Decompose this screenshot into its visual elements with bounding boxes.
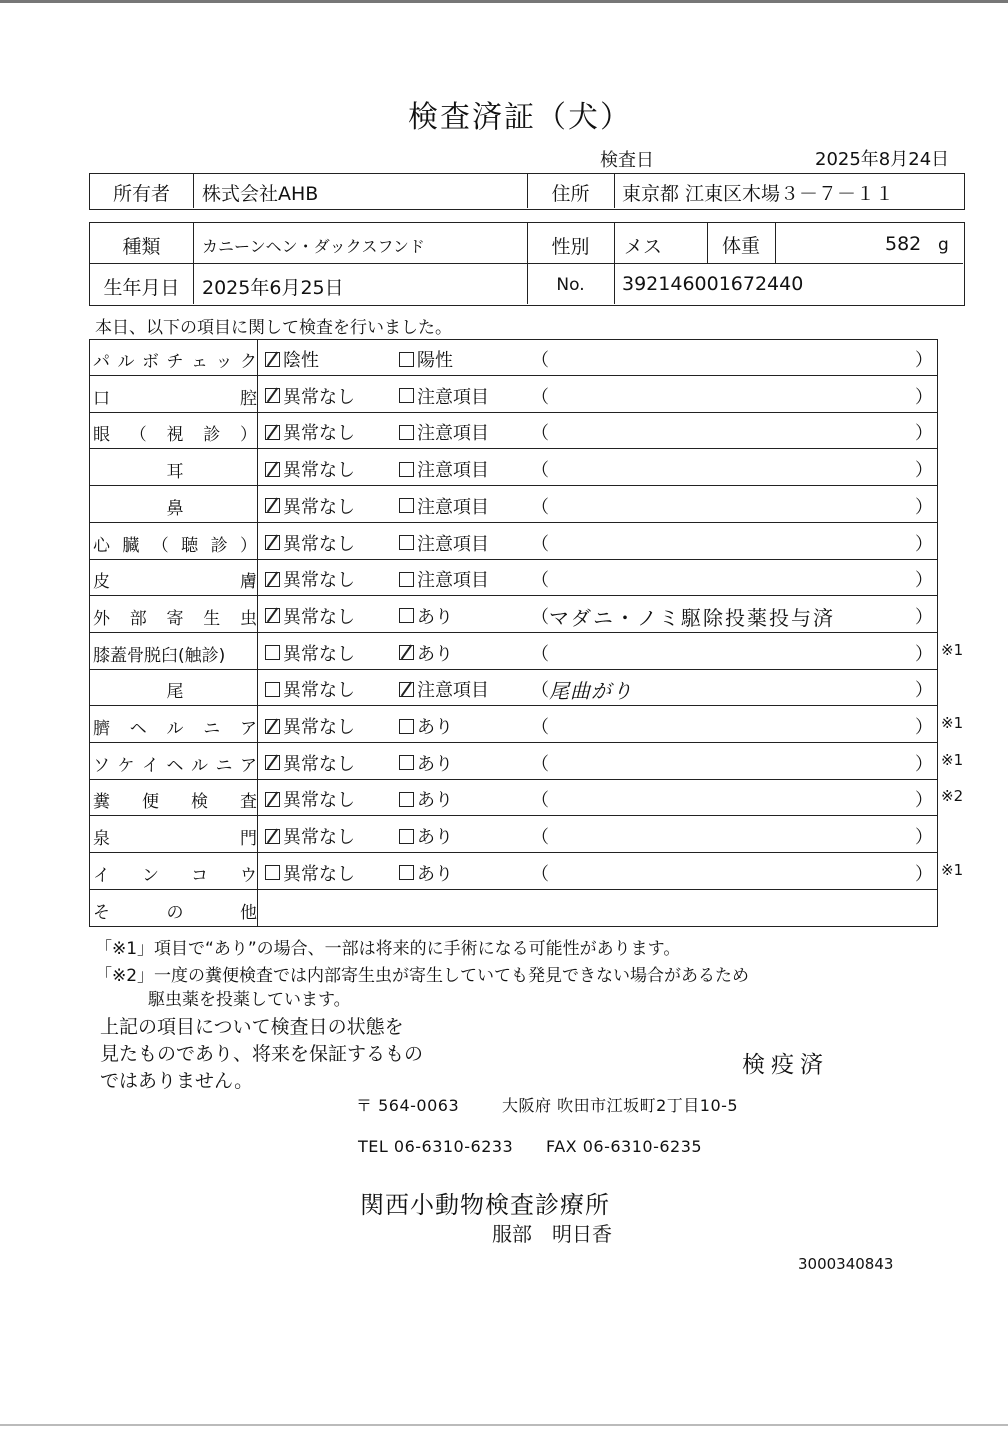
check-option[interactable] <box>399 530 489 556</box>
check-option[interactable] <box>265 530 355 556</box>
label-char: 腔 <box>240 388 257 409</box>
check-option-label: 異常なし <box>283 423 355 445</box>
checkbox-icon[interactable] <box>399 462 414 477</box>
check-option[interactable] <box>399 860 453 886</box>
label-text: 鼻 <box>166 498 184 519</box>
checklist-row <box>89 669 938 706</box>
label-char: ル <box>166 719 184 739</box>
checked-box-icon[interactable] <box>265 498 280 513</box>
footnote-reference-mark: ※1 <box>941 714 964 732</box>
pet-info-table <box>89 222 965 306</box>
checklist-row <box>89 449 938 486</box>
checkbox-icon[interactable] <box>265 682 280 697</box>
owner-label: 所有者 <box>112 183 170 205</box>
label-char: 聴 <box>181 535 199 556</box>
note-close-paren: ） <box>915 570 933 592</box>
check-option[interactable] <box>265 676 355 702</box>
label-char: ア <box>240 755 257 776</box>
check-option[interactable] <box>399 493 489 519</box>
check-option-label: 注意項目 <box>417 460 489 482</box>
label-char: ア <box>240 719 257 739</box>
check-item-label <box>93 714 257 739</box>
check-option-label: 注意項目 <box>417 570 489 592</box>
note-open-paren: （ <box>531 423 549 445</box>
note-close-paren: ） <box>915 496 933 518</box>
checked-box-icon[interactable] <box>265 388 280 403</box>
note-open-paren: （ <box>531 570 549 592</box>
checked-box-icon[interactable] <box>265 572 280 587</box>
lab-name: 関西小動物検査診療所 <box>360 1191 610 1219</box>
note-open-paren: （ <box>531 606 549 628</box>
check-option[interactable] <box>399 346 453 372</box>
check-note: マダニ・ノミ駆除投薬投与済 <box>549 605 835 630</box>
note-close-paren: ） <box>915 460 933 482</box>
check-item-label <box>93 861 257 886</box>
checklist-row <box>89 339 938 376</box>
footnote-1: 「※1」項目で“あり”の場合、一部は将来的に手術になる可能性があります。 <box>95 939 681 959</box>
check-option-label: 異常なし <box>283 790 355 812</box>
label-char: 査 <box>240 792 257 813</box>
label-char: 泉 <box>93 829 110 850</box>
label-char: 視 <box>166 425 184 446</box>
inspection-date-label: 検査日 <box>600 150 654 171</box>
lab-phone: TEL 06-6310-6233 <box>358 1137 514 1156</box>
check-option-label: あり <box>417 606 453 628</box>
check-option[interactable] <box>265 860 355 886</box>
label-char: ク <box>240 352 257 372</box>
check-option-label: 異常なし <box>283 606 355 628</box>
label-char: ボ <box>142 352 159 372</box>
checkbox-icon[interactable] <box>399 719 414 734</box>
check-item-label <box>93 677 257 702</box>
note-close-paren: ） <box>915 423 933 445</box>
label-char: （ <box>129 425 147 446</box>
note-close-paren: ） <box>915 863 933 885</box>
checked-box-icon[interactable] <box>265 755 280 770</box>
weight-label: 体重 <box>721 235 760 257</box>
label-char: ッ <box>215 352 233 372</box>
label-char: コ <box>191 865 208 886</box>
disclaimer-line-1: 上記の項目について検査日の状態を <box>100 1016 404 1038</box>
label-char: イ <box>93 865 110 886</box>
check-option-label: 異常なし <box>283 827 355 849</box>
owner-value: 株式会社AHB <box>202 183 319 205</box>
document-title: 検査済証（犬） <box>408 100 632 135</box>
label-char: 診 <box>210 535 228 556</box>
label-text: 尾 <box>166 682 184 703</box>
check-item-label <box>93 751 257 776</box>
label-char: パ <box>93 352 110 372</box>
checked-box-icon[interactable] <box>265 792 280 807</box>
check-option[interactable] <box>399 456 489 482</box>
label-char: ル <box>191 755 208 776</box>
checklist-row <box>89 890 938 927</box>
lab-fax: FAX 06-6310-6235 <box>546 1137 703 1156</box>
note-open-paren: （ <box>531 863 549 885</box>
inspector-name: 服部 明日香 <box>492 1222 612 1246</box>
check-option[interactable] <box>265 419 355 445</box>
check-option-label: あり <box>417 827 453 849</box>
check-note: 尾曲がり <box>549 679 633 704</box>
note-open-paren: （ <box>531 350 549 371</box>
label-char: 虫 <box>240 608 257 629</box>
check-item-label <box>93 347 257 372</box>
checklist-table <box>89 339 964 927</box>
label-char: ェ <box>191 352 208 372</box>
check-option-label: あり <box>417 717 453 738</box>
check-option-label: 陽性 <box>417 350 453 371</box>
check-item-label <box>93 531 257 556</box>
owner-address-table <box>89 173 965 210</box>
check-option[interactable] <box>399 786 453 812</box>
label-char: 口 <box>93 388 110 409</box>
check-option-label: 異常なし <box>283 570 355 592</box>
check-option[interactable] <box>399 713 453 739</box>
sex-value: メス <box>624 236 663 258</box>
label-char: ソ <box>93 755 110 776</box>
check-option-label: 注意項目 <box>417 496 489 518</box>
checklist-row <box>89 779 964 816</box>
checked-box-icon[interactable] <box>265 462 280 477</box>
label-char: （ <box>151 535 169 556</box>
checklist-row <box>89 486 938 523</box>
check-option[interactable] <box>399 383 489 409</box>
bottom-edge-line <box>0 1424 1008 1426</box>
weight-value: 582 <box>885 233 922 255</box>
check-option[interactable] <box>399 676 489 702</box>
checked-box-icon[interactable] <box>265 719 280 734</box>
inspection-date-value: 2025年8月24日 <box>815 149 950 170</box>
note-close-paren: ） <box>915 350 933 371</box>
label-char: 他 <box>240 902 257 923</box>
checklist-row <box>89 633 964 670</box>
note-open-paren: （ <box>531 460 549 482</box>
check-option-label: 異常なし <box>283 460 355 482</box>
check-option[interactable] <box>265 566 355 592</box>
checklist-row <box>89 376 938 413</box>
checkbox-icon[interactable] <box>399 352 414 367</box>
label-text: 膝蓋骨脱臼(触診) <box>93 645 226 666</box>
label-char: ヘ <box>129 719 147 739</box>
check-item-label <box>93 494 257 519</box>
label-char: 検 <box>191 792 208 813</box>
checked-box-icon[interactable] <box>399 645 414 660</box>
checkbox-icon[interactable] <box>399 498 414 513</box>
disclaimer-line-2: 見たものであり、将来を保証するもの <box>100 1043 424 1065</box>
label-char: 生 <box>203 608 221 629</box>
check-option[interactable] <box>265 750 355 776</box>
label-char: 眼 <box>93 425 110 446</box>
checkbox-icon[interactable] <box>399 755 414 770</box>
note-open-paren: （ <box>531 680 549 702</box>
label-char: ） <box>239 535 257 556</box>
breed-label: 種類 <box>122 236 161 258</box>
note-close-paren: ） <box>915 753 933 775</box>
sex-label: 性別 <box>551 236 590 258</box>
disclaimer-line-3: ではありません。 <box>100 1070 254 1092</box>
note-close-paren: ） <box>915 827 933 849</box>
checked-box-icon[interactable] <box>265 352 280 367</box>
note-open-paren: （ <box>531 533 549 555</box>
check-option-label: 異常なし <box>283 643 355 665</box>
note-close-paren: ） <box>915 386 933 408</box>
checkbox-icon[interactable] <box>399 608 414 623</box>
checkbox-icon[interactable] <box>265 645 280 660</box>
check-option-label: あり <box>417 863 453 885</box>
checkbox-icon[interactable] <box>265 865 280 880</box>
check-option-label: 異常なし <box>283 386 355 408</box>
check-option[interactable] <box>265 640 355 666</box>
check-item-label <box>93 604 257 629</box>
label-char: 糞 <box>93 792 110 813</box>
check-option[interactable] <box>265 493 355 519</box>
label-char: ニ <box>215 755 233 776</box>
note-open-paren: （ <box>531 827 549 849</box>
check-option[interactable] <box>265 383 355 409</box>
check-option-label: 異常なし <box>283 863 355 885</box>
check-option[interactable] <box>265 456 355 482</box>
label-char: ヘ <box>166 755 184 776</box>
checklist-row <box>89 706 964 743</box>
checklist-row <box>89 853 964 890</box>
checkbox-icon[interactable] <box>399 865 414 880</box>
check-option-label: あり <box>417 753 453 775</box>
label-char: 診 <box>203 425 221 446</box>
number-value: 392146001672440 <box>622 273 804 295</box>
note-close-paren: ） <box>915 533 933 555</box>
check-option-label: 注意項目 <box>417 423 489 445</box>
check-option[interactable] <box>265 346 319 372</box>
intro-text: 本日、以下の項目に関して検査を行いました。 <box>95 318 452 338</box>
note-open-paren: （ <box>531 496 549 518</box>
footnote-reference-mark: ※1 <box>941 750 964 769</box>
checkbox-icon[interactable] <box>399 535 414 550</box>
label-char: ウ <box>240 865 257 886</box>
label-char: 門 <box>240 829 257 850</box>
check-option-label: 注意項目 <box>417 680 489 702</box>
check-option[interactable] <box>399 750 453 776</box>
check-item-label <box>93 567 257 592</box>
checked-box-icon[interactable] <box>265 829 280 844</box>
check-option[interactable] <box>265 603 355 629</box>
top-edge-line <box>0 0 1008 3</box>
check-item-label <box>93 457 257 482</box>
note-open-paren: （ <box>531 717 549 738</box>
check-option[interactable] <box>399 419 489 445</box>
checkbox-icon[interactable] <box>399 425 414 440</box>
label-char: ニ <box>203 719 221 739</box>
note-close-paren: ） <box>915 790 933 812</box>
lab-address: 大阪府 吹田市江坂町2丁目10-5 <box>502 1096 739 1115</box>
check-option-label: 陰性 <box>283 350 319 371</box>
checklist-row <box>89 743 964 780</box>
check-option-label: 注意項目 <box>417 386 489 408</box>
checkbox-icon[interactable] <box>399 572 414 587</box>
footnote-reference-mark: ※2 <box>941 787 964 806</box>
check-option-label: あり <box>417 790 453 812</box>
checkbox-icon[interactable] <box>399 829 414 844</box>
label-char: ル <box>117 352 135 372</box>
checked-box-icon[interactable] <box>265 608 280 623</box>
quarantine-stamp: 検疫済 <box>742 1052 829 1078</box>
check-option-label: 異常なし <box>283 496 355 518</box>
label-char: 寄 <box>166 608 184 629</box>
check-item-label <box>93 641 257 666</box>
note-close-paren: ） <box>915 717 933 738</box>
note-close-paren: ） <box>915 643 933 665</box>
label-char: 便 <box>142 792 159 813</box>
checklist-row <box>89 412 938 449</box>
footnote-2-line-1: 「※2」一度の糞便検査では内部寄生虫が寄生していても発見できない場合があるため <box>95 966 750 986</box>
check-item-label <box>93 420 257 445</box>
label-char: 外 <box>93 608 110 629</box>
check-option-label: 注意項目 <box>417 533 489 555</box>
document-serial: 3000340843 <box>798 1255 894 1273</box>
checked-box-icon[interactable] <box>265 425 280 440</box>
check-item-label <box>93 384 257 409</box>
check-item-label <box>93 898 257 923</box>
check-option[interactable] <box>399 566 489 592</box>
check-option-label: 異常なし <box>283 717 355 738</box>
label-char: 部 <box>129 608 147 629</box>
label-char: 皮 <box>93 572 110 593</box>
check-option[interactable] <box>265 786 355 812</box>
checklist-row <box>89 523 938 560</box>
checked-box-icon[interactable] <box>265 535 280 550</box>
check-option[interactable] <box>399 640 453 666</box>
label-char: ） <box>240 425 257 446</box>
check-option[interactable] <box>399 823 453 849</box>
note-close-paren: ） <box>915 680 933 702</box>
checked-box-icon[interactable] <box>399 682 414 697</box>
check-item-label <box>93 787 257 812</box>
footnote-reference-mark: ※1 <box>941 860 964 879</box>
postal-code: 〒 564-0063 <box>356 1096 460 1115</box>
note-open-paren: （ <box>531 753 549 775</box>
check-option-label: 異常なし <box>283 753 355 775</box>
label-char: ン <box>142 865 159 886</box>
check-option-label: 異常なし <box>283 680 355 702</box>
note-close-paren: ） <box>915 606 933 628</box>
label-char: ケ <box>117 755 135 776</box>
check-option[interactable] <box>399 603 453 629</box>
label-char: そ <box>93 902 110 923</box>
label-char: 臓 <box>122 535 140 556</box>
check-item-label <box>93 824 257 849</box>
label-char: チ <box>166 352 184 372</box>
checkbox-icon[interactable] <box>399 792 414 807</box>
checklist-row <box>89 596 938 633</box>
check-option-label: あり <box>417 643 453 665</box>
footnote-reference-mark: ※1 <box>941 640 964 659</box>
checklist-row <box>89 816 938 853</box>
label-char: 膚 <box>240 572 257 593</box>
note-open-paren: （ <box>531 790 549 812</box>
label-char: 心 <box>93 535 110 556</box>
address-label: 住所 <box>551 183 590 205</box>
note-open-paren: （ <box>531 643 549 665</box>
weight-unit: g <box>938 235 949 255</box>
check-option[interactable] <box>265 713 355 739</box>
label-char: イ <box>142 755 159 776</box>
checkbox-icon[interactable] <box>399 388 414 403</box>
note-open-paren: （ <box>531 386 549 408</box>
address-value: 東京都 江東区木場３－７－１１ <box>622 183 895 205</box>
birth-date-label: 生年月日 <box>103 277 180 299</box>
birth-date-value: 2025年6月25日 <box>202 277 344 299</box>
check-option[interactable] <box>265 823 355 849</box>
checklist-row <box>89 559 938 596</box>
number-label: No. <box>556 275 585 295</box>
footnote-2-line-2: 駆虫薬を投薬しています。 <box>148 990 351 1010</box>
label-char: 臍 <box>93 719 110 739</box>
label-char: の <box>166 902 184 923</box>
label-text: 耳 <box>166 462 184 483</box>
check-option-label: 異常なし <box>283 533 355 555</box>
breed-value: カニーンヘン・ダックスフンド <box>202 237 425 256</box>
